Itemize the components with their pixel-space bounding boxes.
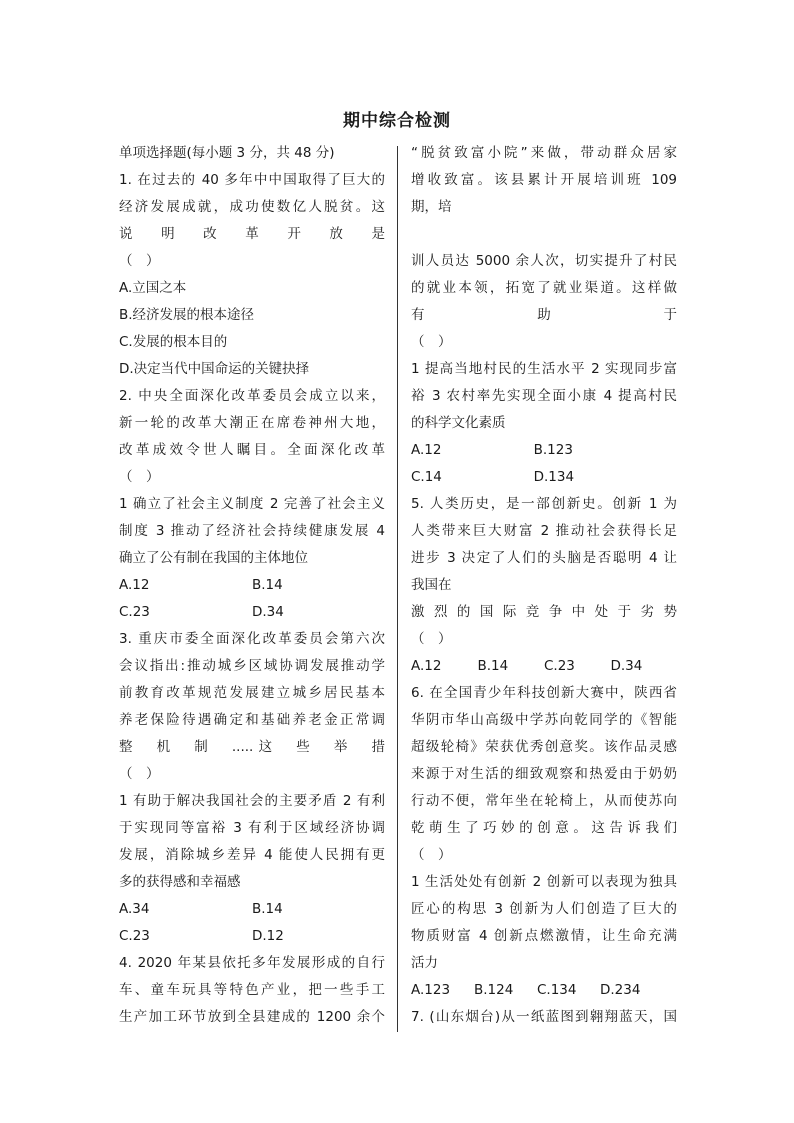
question-4-statements: 裕 3 农村率先实现全面小康 4 提高村民 (411, 388, 677, 404)
option-d: D.34 (610, 658, 643, 674)
section-heading: 单项选择题(每小题 3 分，共 48 分) (119, 145, 335, 161)
question-6-text: 超级轮椅》荣获优秀创意奖。该作品灵感 (411, 739, 677, 755)
question-4-text: 有 助 于 (411, 307, 677, 323)
question-3-statements: 1 有助于解决我国社会的主要矛盾 2 有利 (119, 793, 385, 809)
question-3-text: 整 机 制 .....这 些 举 措 (119, 739, 385, 755)
option-b: B.14 (252, 577, 283, 593)
question-2-text: 2. 中央全面深化改革委员会成立以来， (119, 388, 385, 404)
answer-blank: （ ） (119, 253, 160, 269)
question-4-text: 的就业本领，拓宽了就业渠道。这样做 (411, 280, 677, 296)
options-row (119, 599, 385, 626)
option-d: D.12 (252, 928, 284, 944)
question-2-statements: 确立了公有制在我国的主体地位 (119, 550, 308, 566)
question-2-statements: 制度 3 推动了经济社会持续健康发展 4 (119, 523, 385, 539)
option-a: A.123 (411, 982, 451, 998)
option-d: D.34 (252, 604, 284, 620)
question-7-text: 7. (山东烟台)从一纸蓝图到翱翔蓝天，国 (411, 1009, 677, 1025)
option-c: C.23 (544, 658, 575, 674)
question-6-statements: 活力 (411, 955, 438, 971)
question-4-text: 4. 2020 年某县依托多年发展形成的自行 (119, 955, 385, 971)
question-3-statements: 发展，消除城乡差异 4 能使人民拥有更 (119, 847, 385, 863)
question-3-text: 会议指出:推动城乡区域协调发展推动学 (119, 658, 385, 674)
question-4-text: “脱贫致富小院”来做，带动群众居家 (411, 145, 677, 161)
option-d: D.134 (533, 469, 575, 485)
options-row (411, 437, 677, 464)
option-c: C.134 (537, 982, 577, 998)
answer-blank: （ ） (411, 334, 452, 350)
option-b: B.14 (477, 658, 509, 674)
question-2-statements: 1 确立了社会主义制度 2 完善了社会主义 (119, 496, 385, 512)
question-6-text: 乾萌生了巧妙的创意。这告诉我们 (411, 820, 677, 836)
question-5-text: 5. 人类历史，是一部创新史。创新 1 为 (411, 496, 677, 512)
option-c: C.23 (119, 604, 150, 620)
question-5-text: 激烈的国际竞争中处于劣势 (411, 604, 677, 620)
question-1-text: 1. 在过去的 40 多年中中国取得了巨大的 (119, 172, 385, 188)
question-3-text: 养老保险待遇确定和基础养老金正常调 (119, 712, 385, 728)
options-row (411, 464, 677, 491)
left-column (119, 140, 385, 1031)
options-row (119, 896, 385, 923)
question-4-text: 增收致富。该县累计开展培训班 109 (411, 172, 677, 188)
question-6-text: 6. 在全国青少年科技创新大赛中，陕西省 (411, 685, 677, 701)
right-column (411, 140, 677, 1031)
question-6-text: 来源于对生活的细致观察和热爱由于奶奶 (411, 766, 677, 782)
question-4-text: 训人员达 5000 余人次，切实提升了村民 (411, 253, 677, 269)
option-d: D.234 (600, 982, 641, 998)
question-4-statements: 1 提高当地村民的生活水平 2 实现同步富 (411, 361, 677, 377)
question-3-statements: 于实现同等富裕 3 有利于区域经济协调 (119, 820, 385, 836)
answer-blank: （ ） (411, 631, 452, 647)
option-b: B.124 (474, 982, 514, 998)
option-c: C.发展的根本目的 (119, 334, 228, 350)
column-divider (397, 146, 398, 1032)
option-a: A.12 (119, 577, 150, 593)
option-b: B.经济发展的根本途径 (119, 307, 255, 323)
option-a: A.立国之本 (119, 280, 187, 296)
option-c: C.14 (411, 469, 442, 485)
options-row (119, 572, 385, 599)
option-d: D.决定当代中国命运的关键抉择 (119, 361, 310, 377)
answer-blank: （ ） (411, 847, 452, 863)
options-row (411, 653, 677, 680)
question-3-text: 前教育改革规范发展建立城乡居民基本 (119, 685, 385, 701)
option-c: C.23 (119, 928, 150, 944)
question-1-text: 经济发展成就，成功使数亿人脱贫。这 (119, 199, 385, 215)
empty-line (411, 221, 677, 248)
answer-blank: （ ） (119, 766, 160, 782)
question-5-text: 人类带来巨大财富 2 推动社会获得长足 (411, 523, 677, 539)
question-6-statements: 物质财富 4 创新点燃激情，让生命充满 (411, 928, 677, 944)
question-5-text: 我国在 (411, 577, 452, 593)
option-a: A.12 (411, 658, 442, 674)
question-5-text: 进步 3 决定了人们的头脑是否聪明 4 让 (411, 550, 677, 566)
question-2-text: 改革成效令世人瞩目。全面深化改革 (119, 442, 385, 458)
question-1-text: 说 明 改 革 开 放 是 (119, 226, 385, 242)
question-2-text: 新一轮的改革大潮正在席卷神州大地， (119, 415, 385, 431)
options-row (119, 923, 385, 950)
option-a: A.34 (119, 901, 150, 917)
question-6-statements: 匠心的构思 3 创新为人们创造了巨大的 (411, 901, 677, 917)
answer-blank: （ ） (119, 469, 160, 485)
question-6-text: 行动不便，常年坐在轮椅上，从而使苏向 (411, 793, 677, 809)
option-b: B.14 (252, 901, 283, 917)
page-title: 期中综合检测 (343, 111, 451, 131)
option-a: A.12 (411, 442, 442, 458)
question-4-text: 期，培 (411, 199, 452, 215)
question-3-statements: 多的获得感和幸福感 (119, 874, 241, 890)
question-4-statements: 的科学文化素质 (411, 415, 506, 431)
question-6-text: 华阴市华山高级中学苏向乾同学的《智能 (411, 712, 677, 728)
question-3-text: 3. 重庆市委全面深化改革委员会第六次 (119, 631, 385, 647)
question-6-statements: 1 生活处处有创新 2 创新可以表现为独具 (411, 874, 677, 890)
question-4-text: 车、童车玩具等特色产业，把一些手工 (119, 982, 385, 998)
options-row (411, 977, 677, 1004)
option-b: B.123 (533, 442, 573, 458)
question-4-text: 生产加工环节放到全县建成的 1200 余个 (119, 1009, 385, 1025)
